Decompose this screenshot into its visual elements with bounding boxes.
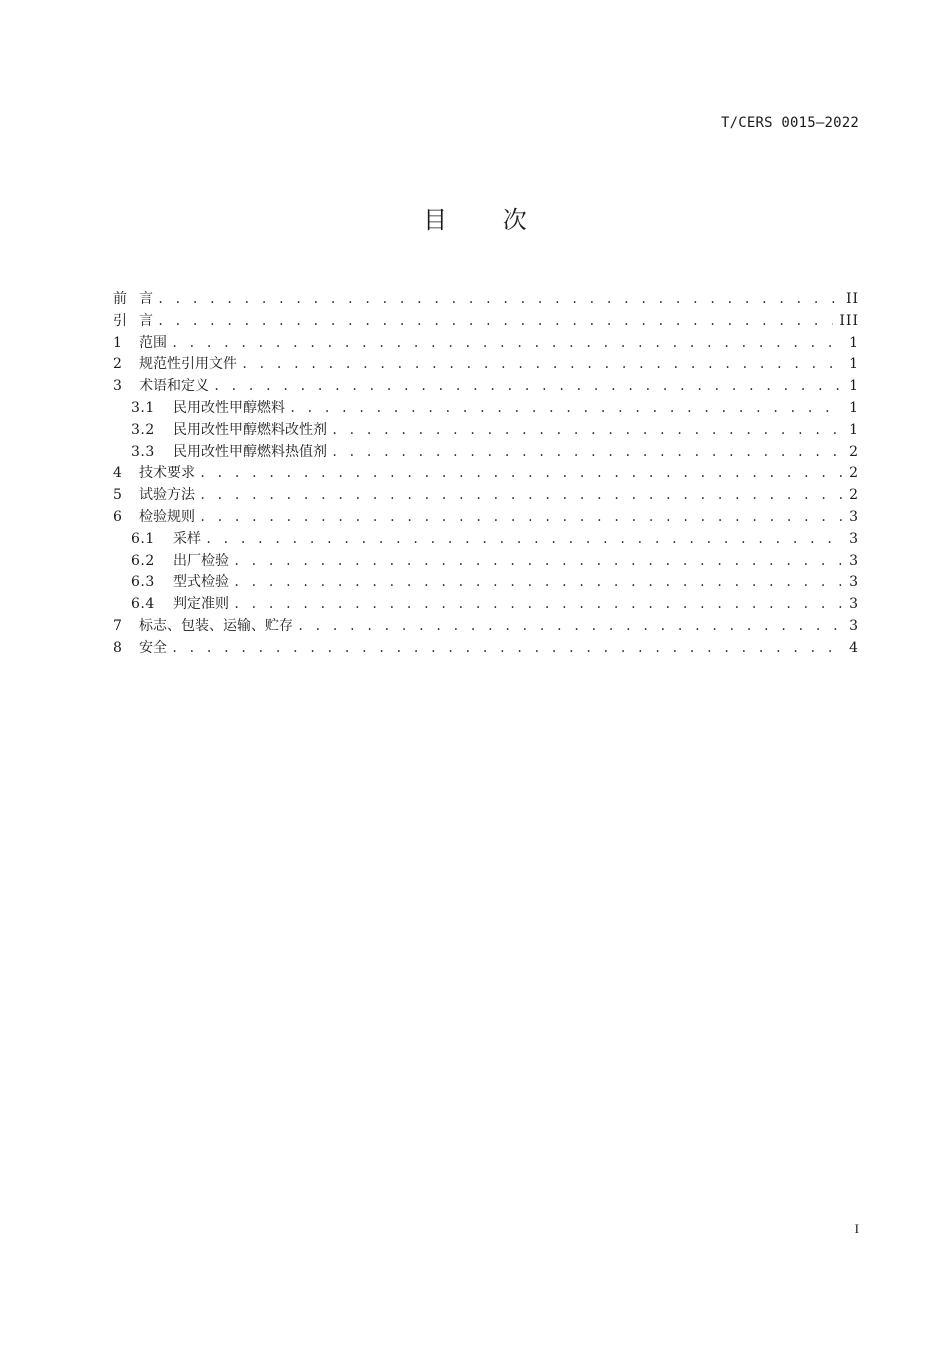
toc-entry-label: 民用改性甲醇燃料改性剂 [173, 421, 327, 438]
toc-entry-label: 出厂检验 [173, 552, 229, 569]
toc-entry-label: 型式检验 [173, 574, 229, 591]
toc-leader-dots [289, 398, 843, 420]
toc-entry-label: 术语和定义 [139, 378, 209, 395]
toc-entry-marking-packaging[interactable] [113, 616, 859, 638]
toc-entry-3-3[interactable] [113, 442, 859, 464]
toc-entry-number: 8 [113, 639, 122, 656]
toc-entry-safety[interactable] [113, 638, 859, 660]
toc-entry-number: 5 [113, 487, 122, 504]
toc-entry-label: 安全 [139, 639, 167, 656]
toc-entry-label: 民用改性甲醇燃料 [173, 399, 285, 416]
toc-entry-number: 6.1 [131, 530, 155, 547]
toc-entry-label: 言 [139, 312, 153, 329]
toc-entry-number: 前 [113, 291, 127, 307]
toc-entry-number: 6 [113, 508, 122, 525]
toc-entry-number: 2 [113, 356, 122, 373]
toc-leader-dots [205, 529, 843, 551]
toc-entry-number: 1 [113, 334, 122, 351]
toc-leader-dots [213, 376, 843, 398]
toc-leader-dots [297, 616, 843, 638]
toc-entry-number: 3 [113, 378, 122, 395]
toc-entry-label: 采样 [173, 530, 201, 547]
toc-leader-dots [157, 311, 833, 333]
toc-entry-page: 3 [849, 617, 859, 634]
toc-entry-label: 判定准则 [173, 596, 229, 613]
toc-entry-page: 3 [849, 552, 859, 569]
toc-entry-page: III [839, 312, 859, 329]
toc-leader-dots [199, 507, 843, 529]
toc-entry-normative-references[interactable] [113, 354, 859, 376]
toc-leader-dots [199, 485, 843, 507]
toc-entry-6-2[interactable] [113, 551, 859, 573]
toc-entry-page: 2 [849, 487, 859, 504]
toc-entry-page: 3 [849, 596, 859, 613]
toc-entry-scope[interactable] [113, 333, 859, 355]
toc-leader-dots [157, 289, 840, 311]
toc-entry-introduction[interactable] [113, 311, 859, 333]
table-of-contents [113, 289, 859, 660]
toc-leader-dots [199, 463, 843, 485]
toc-entry-number: 4 [113, 465, 122, 482]
toc-entry-label: 试验方法 [139, 487, 195, 504]
toc-entry-page: 3 [849, 530, 859, 547]
toc-entry-page: II [845, 291, 859, 307]
toc-entry-number: 6.4 [131, 596, 155, 613]
toc-leader-dots [171, 333, 843, 355]
toc-entry-label: 规范性引用文件 [139, 356, 237, 373]
document-code: T/CERS 0015—2022 [720, 115, 859, 131]
toc-entry-page: 1 [849, 378, 859, 395]
toc-entry-label: 检验规则 [139, 508, 195, 525]
toc-leader-dots [233, 551, 843, 573]
toc-entry-page: 1 [849, 421, 859, 438]
toc-entry-page: 3 [849, 574, 859, 591]
toc-entry-label: 民用改性甲醇燃料热值剂 [173, 443, 327, 460]
toc-leader-dots [233, 594, 843, 616]
toc-entry-page: 1 [849, 399, 859, 416]
toc-entry-label: 言 [139, 291, 153, 307]
toc-entry-label: 技术要求 [139, 465, 195, 482]
toc-entry-test-methods[interactable] [113, 485, 859, 507]
toc-entry-page: 1 [849, 334, 859, 351]
toc-entry-number: 3.3 [131, 443, 155, 460]
toc-entry-label: 标志、包装、运输、贮存 [139, 617, 293, 634]
toc-leader-dots [331, 420, 843, 442]
toc-entry-technical-requirements[interactable] [113, 463, 859, 485]
toc-leader-dots [241, 354, 843, 376]
toc-entry-number: 7 [113, 617, 122, 634]
toc-entry-3-1[interactable] [113, 398, 859, 420]
toc-entry-6-1[interactable] [113, 529, 859, 551]
toc-leader-dots [233, 572, 843, 594]
toc-entry-number: 3.2 [131, 421, 155, 438]
toc-entry-number: 6.2 [131, 552, 155, 569]
toc-entry-number: 引 [113, 312, 127, 329]
toc-entry-terms-definitions[interactable] [113, 376, 859, 398]
toc-entry-3-2[interactable] [113, 420, 859, 442]
page-number: I [854, 1221, 859, 1236]
toc-leader-dots [331, 442, 843, 464]
toc-title: 目 次 [423, 206, 551, 234]
toc-entry-number: 3.1 [131, 399, 155, 416]
toc-entry-page: 1 [849, 356, 859, 373]
toc-entry-6-4[interactable] [113, 594, 859, 616]
toc-entry-number: 6.3 [131, 574, 155, 591]
toc-entry-page: 4 [849, 639, 859, 656]
toc-leader-dots [171, 638, 843, 660]
toc-entry-label: 范围 [139, 334, 167, 351]
toc-entry-6-3[interactable] [113, 572, 859, 594]
toc-entry-preface[interactable] [113, 289, 859, 311]
toc-entry-page: 2 [849, 465, 859, 482]
toc-entry-page: 3 [849, 508, 859, 525]
toc-entry-page: 2 [849, 443, 859, 460]
toc-entry-inspection-rules[interactable] [113, 507, 859, 529]
